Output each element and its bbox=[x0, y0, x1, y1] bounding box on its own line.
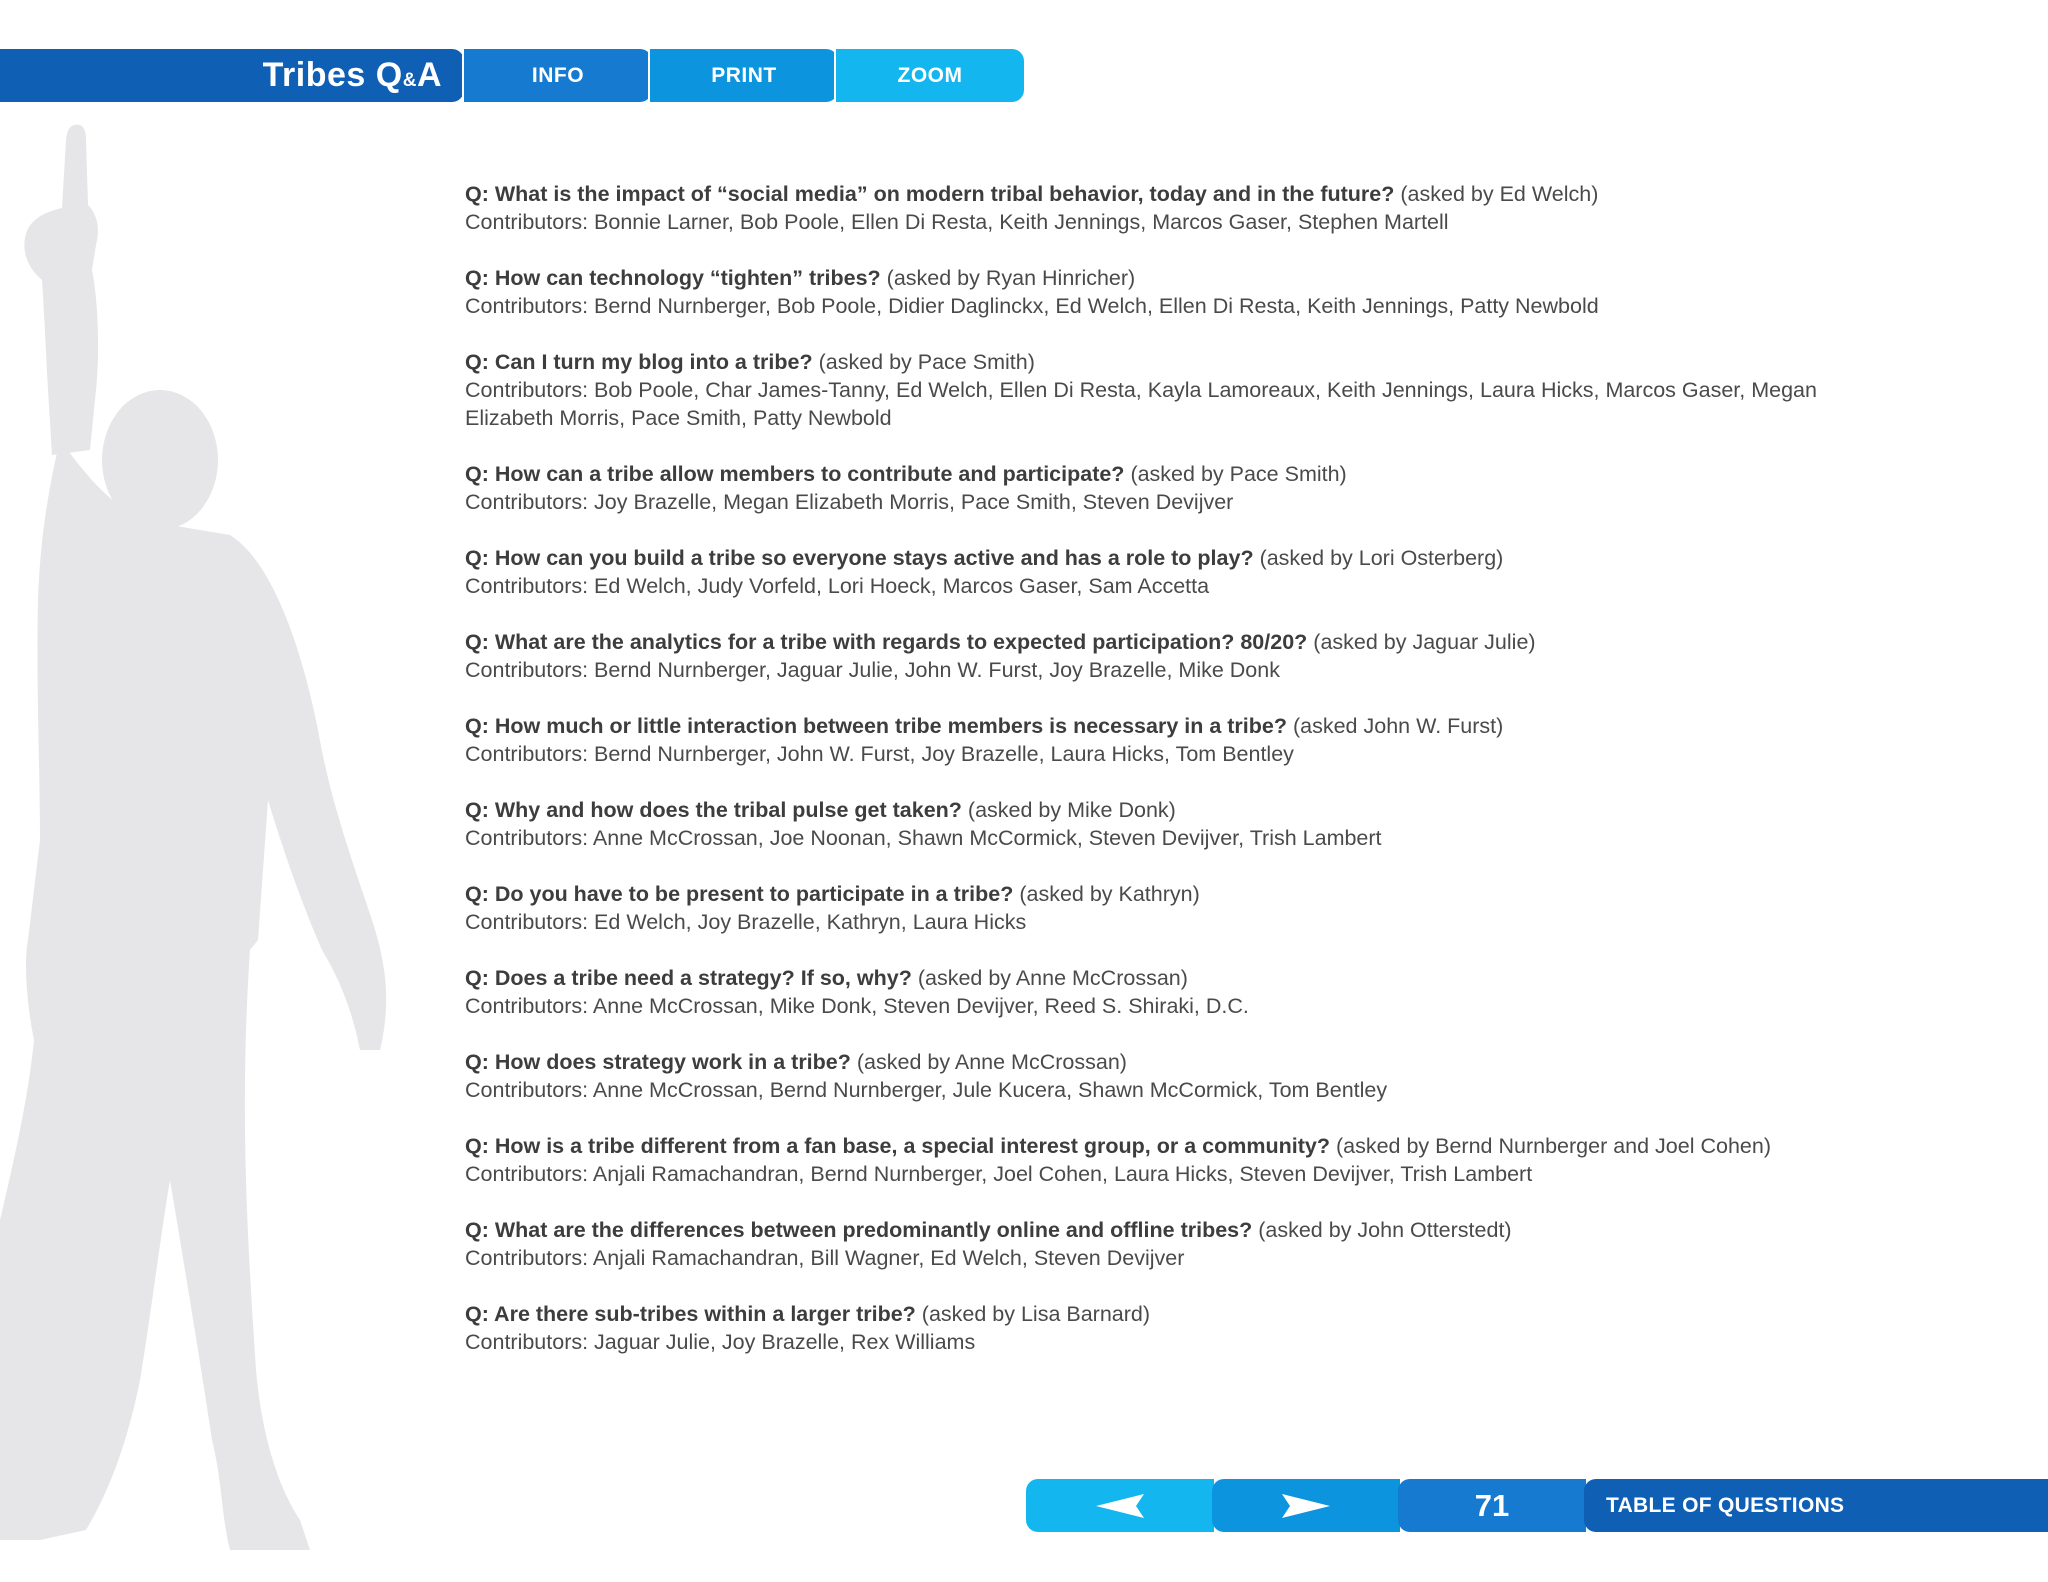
question-text[interactable]: Q: How does strategy work in a tribe? bbox=[465, 1050, 851, 1074]
question-item bbox=[465, 796, 1885, 852]
question-text[interactable]: Q: Are there sub-tribes within a larger tribe? bbox=[465, 1302, 916, 1326]
question-item bbox=[465, 264, 1885, 320]
question-text[interactable]: Q: What are the differences between predominantly online and offline tribes? bbox=[465, 1218, 1253, 1242]
table-of-questions-label: TABLE OF QUESTIONS bbox=[1606, 1493, 1845, 1517]
contributors-text: Contributors: Ed Welch, Judy Vorfeld, Lori Hoeck, Marcos Gaser, Sam Accetta bbox=[465, 574, 1210, 598]
asker-text: (asked by Jaguar Julie) bbox=[1313, 630, 1536, 654]
right-arrow-icon bbox=[1282, 1494, 1330, 1518]
left-arrow-icon bbox=[1096, 1494, 1144, 1518]
question-item bbox=[465, 1132, 1885, 1188]
bottom-navigation bbox=[1026, 1479, 2048, 1532]
asker-text: (asked by Ryan Hinricher) bbox=[886, 266, 1136, 290]
asker-text: (asked by Lori Osterberg) bbox=[1259, 546, 1504, 570]
zoom-button[interactable]: ZOOM bbox=[834, 49, 1024, 102]
asker-text: (asked by Kathryn) bbox=[1019, 882, 1200, 906]
contributors-text: Contributors: Anjali Ramachandran, Bill Wagner, Ed Welch, Steven Devijver bbox=[465, 1246, 1185, 1270]
question-text[interactable]: Q: How much or little interaction between tribe members is necessary in a tribe? bbox=[465, 714, 1287, 738]
asker-text: (asked by Bernd Nurnberger and Joel Cohen) bbox=[1335, 1134, 1771, 1158]
question-item bbox=[465, 348, 1885, 432]
table-of-questions-button[interactable] bbox=[1584, 1479, 2048, 1532]
previous-page-button[interactable] bbox=[1026, 1479, 1216, 1532]
question-item bbox=[465, 1216, 1885, 1272]
asker-text: (asked by Mike Donk) bbox=[967, 798, 1176, 822]
contributors-text: Contributors: Anne McCrossan, Bernd Nurnberger, Jule Kucera, Shawn McCormick, Tom Bentley bbox=[465, 1078, 1388, 1102]
contributors-text: Contributors: Bonnie Larner, Bob Poole, Ellen Di Resta, Keith Jennings, Marcos Gaser, Stephen Martell bbox=[465, 210, 1449, 234]
contributors-text: Contributors: Joy Brazelle, Megan Elizabeth Morris, Pace Smith, Steven Devijver bbox=[465, 490, 1234, 514]
question-text[interactable]: Q: What are the analytics for a tribe with regards to expected participation? 80/20? bbox=[465, 630, 1308, 654]
asker-text: (asked by Anne McCrossan) bbox=[856, 1050, 1127, 1074]
question-item bbox=[465, 712, 1885, 768]
asker-text: (asked John W. Furst) bbox=[1292, 714, 1504, 738]
page-number: 71 bbox=[1474, 1487, 1510, 1523]
asker-text: (asked by Ed Welch) bbox=[1400, 182, 1599, 206]
question-item bbox=[465, 1048, 1885, 1104]
question-item bbox=[465, 1300, 1885, 1356]
contributors-text: Contributors: Anne McCrossan, Joe Noonan, Shawn McCormick, Steven Devijver, Trish Lambert bbox=[465, 826, 1382, 850]
info-button[interactable]: INFO bbox=[462, 49, 652, 102]
asker-text: (asked by John Otterstedt) bbox=[1258, 1218, 1512, 1242]
contributors-text: Contributors: Bernd Nurnberger, Bob Poole, Didier Daglinckx, Ed Welch, Ellen Di Resta, Keith Jennings, Patty Newbold bbox=[465, 294, 1599, 318]
question-item bbox=[465, 964, 1885, 1020]
question-text[interactable]: Q: How is a tribe different from a fan base, a special interest group, or a community? bbox=[465, 1134, 1330, 1158]
next-page-button[interactable] bbox=[1212, 1479, 1402, 1532]
print-button[interactable]: PRINT bbox=[648, 49, 838, 102]
asker-text: (asked by Pace Smith) bbox=[818, 350, 1035, 374]
asker-text: (asked by Lisa Barnard) bbox=[921, 1302, 1151, 1326]
question-text[interactable]: Q: How can technology “tighten” tribes? bbox=[465, 266, 881, 290]
asker-text: (asked by Pace Smith) bbox=[1130, 462, 1347, 486]
question-text[interactable]: Q: How can you build a tribe so everyone stays active and has a role to play? bbox=[465, 546, 1254, 570]
question-text[interactable]: Q: Does a tribe need a strategy? If so, why? bbox=[465, 966, 912, 990]
question-item bbox=[465, 544, 1885, 600]
contributors-text: Contributors: Bernd Nurnberger, Jaguar Julie, John W. Furst, Joy Brazelle, Mike Donk bbox=[465, 658, 1280, 682]
contributors-text: Contributors: Anjali Ramachandran, Bernd Nurnberger, Joel Cohen, Laura Hicks, Steven Devijver, Trish Lambert bbox=[465, 1162, 1533, 1186]
question-text[interactable]: Q: Why and how does the tribal pulse get taken? bbox=[465, 798, 962, 822]
contributors-text: Contributors: Jaguar Julie, Joy Brazelle, Rex Williams bbox=[465, 1330, 976, 1354]
question-text[interactable]: Q: Can I turn my blog into a tribe? bbox=[465, 350, 813, 374]
page-number-box bbox=[1398, 1479, 1588, 1532]
question-text[interactable]: Q: What is the impact of “social media” on modern tribal behavior, today and in the future? bbox=[465, 182, 1395, 206]
contributors-text: Contributors: Anne McCrossan, Mike Donk, Steven Devijver, Reed S. Shiraki, D.C. bbox=[465, 994, 1249, 1018]
person-silhouette-image bbox=[0, 120, 420, 1560]
question-item bbox=[465, 180, 1885, 236]
contributors-text: Contributors: Ed Welch, Joy Brazelle, Kathryn, Laura Hicks bbox=[465, 910, 1027, 934]
question-text[interactable]: Q: How can a tribe allow members to contribute and participate? bbox=[465, 462, 1125, 486]
brand-logo bbox=[0, 49, 464, 102]
contributors-text: Contributors: Bernd Nurnberger, John W. Furst, Joy Brazelle, Laura Hicks, Tom Bentley bbox=[465, 742, 1294, 766]
question-item bbox=[465, 880, 1885, 936]
contributors-text: Contributors: Bob Poole, Char James-Tanny, Ed Welch, Ellen Di Resta, Kayla Lamoreaux, Keith Jennings, Laura Hicks, Marcos Gaser, Megan Elizabeth Morris, Pace Smith, Patty Newbold bbox=[465, 378, 1817, 430]
question-text[interactable]: Q: Do you have to be present to participate in a tribe? bbox=[465, 882, 1014, 906]
asker-text: (asked by Anne McCrossan) bbox=[917, 966, 1188, 990]
question-list bbox=[465, 180, 1885, 1384]
brand-title: Tribes Q&A bbox=[262, 56, 442, 94]
question-item bbox=[465, 460, 1885, 516]
question-item bbox=[465, 628, 1885, 684]
top-navigation bbox=[0, 49, 1022, 102]
